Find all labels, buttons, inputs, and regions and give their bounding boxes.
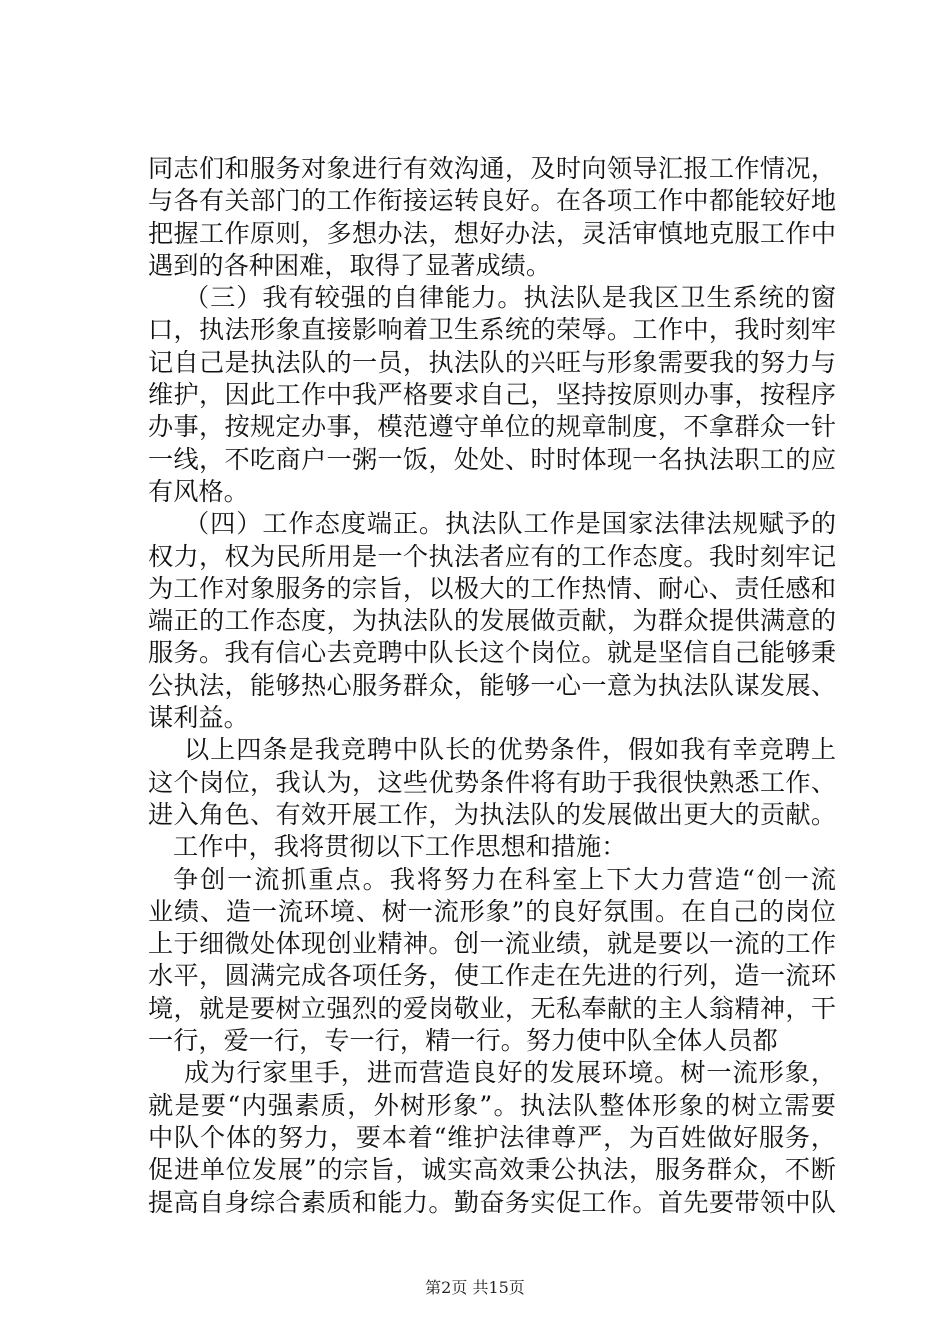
page-footer: 第2页 共15页 — [425, 1278, 525, 1297]
text-line: 端正的工作态度，为执法队的发展做贡献，为群众提供满意的 — [148, 606, 836, 636]
text-line: 争创一流抓重点。我将努力在科室上下大力营造“创一流 — [173, 864, 836, 894]
text-line: 口，执法形象直接影响着卫生系统的荣辱。工作中，我时刻牢 — [148, 315, 836, 345]
text-line: 进入角色、有效开展工作，为执法队的发展做出更大的贡献。 — [148, 799, 836, 829]
text-line: 维护，因此工作中我严格要求自己，坚持按原则办事，按程序 — [148, 380, 836, 410]
text-line: 上于细微处体现创业精神。创一流业绩，就是要以一流的工作 — [148, 929, 836, 959]
text-line: 这个岗位，我认为，这些优势条件将有助于我很快熟悉工作、 — [148, 767, 836, 797]
text-line: 服务。我有信心去竞聘中队长这个岗位。就是坚信自己能够秉 — [148, 638, 836, 668]
text-line: 记自己是执法队的一员，执法队的兴旺与形象需要我的努力与 — [148, 347, 836, 377]
text-line: 公执法，能够热心服务群众，能够一心一意为执法队谋发展、 — [148, 670, 836, 700]
text-line: 有风格。 — [148, 476, 249, 506]
text-line: 成为行家里手，进而营造良好的发展环境。树一流形象， — [184, 1058, 836, 1088]
text-line: 一行，爱一行，专一行，精一行。努力使中队全体人员都 — [148, 1026, 778, 1056]
text-line: 提高自身综合素质和能力。勤奋务实促工作。首先要带领中队 — [148, 1187, 836, 1217]
text-line: 办事，按规定办事，模范遵守单位的规章制度，不拿群众一针 — [148, 412, 836, 442]
text-line: 谋利益。 — [148, 703, 249, 733]
text-line: 促进单位发展”的宗旨，诚实高效秉公执法，服务群众，不断 — [148, 1155, 836, 1185]
text-line: 权力，权为民所用是一个执法者应有的工作态度。我时刻牢记 — [148, 541, 836, 571]
text-line: 水平，圆满完成各项任务，使工作走在先进的行列，造一流环 — [148, 961, 836, 991]
text-line: 境，就是要树立强烈的爱岗敬业，无私奉献的主人翁精神，干 — [148, 993, 836, 1023]
text-line: 工作中，我将贯彻以下工作思想和措施： — [173, 832, 627, 862]
text-line: 同志们和服务对象进行有效沟通，及时向领导汇报工作情况， — [148, 154, 836, 183]
text-line: 遇到的各种困难，取得了显著成绩。 — [148, 250, 551, 280]
text-line: 以上四条是我竞聘中队长的优势条件，假如我有幸竞聘上 — [184, 735, 836, 765]
text-line: 一线，不吃商户一粥一饭，处处、时时体现一名执法职工的应 — [148, 444, 836, 474]
text-line: 业绩、造一流环境、树一流形象”的良好氛围。在自己的岗位 — [148, 896, 836, 926]
text-line: （三）我有较强的自律能力。执法队是我区卫生系统的窗 — [184, 283, 836, 313]
text-line: 把握工作原则，多想办法，想好办法，灵活审慎地克服工作中 — [148, 218, 836, 248]
text-line: 就是要“内强素质，外树形象”。执法队整体形象的树立需要 — [148, 1090, 836, 1120]
text-line: 与各有关部门的工作衔接运转良好。在各项工作中都能较好地 — [148, 186, 836, 216]
text-line: （四）工作态度端正。执法队工作是国家法律法规赋予的 — [184, 509, 836, 539]
text-line: 为工作对象服务的宗旨，以极大的工作热情、耐心、责任感和 — [148, 573, 836, 603]
body-text — [148, 153, 836, 1219]
text-line: 中队个体的努力，要本着“维护法律尊严，为百姓做好服务， — [148, 1122, 836, 1152]
